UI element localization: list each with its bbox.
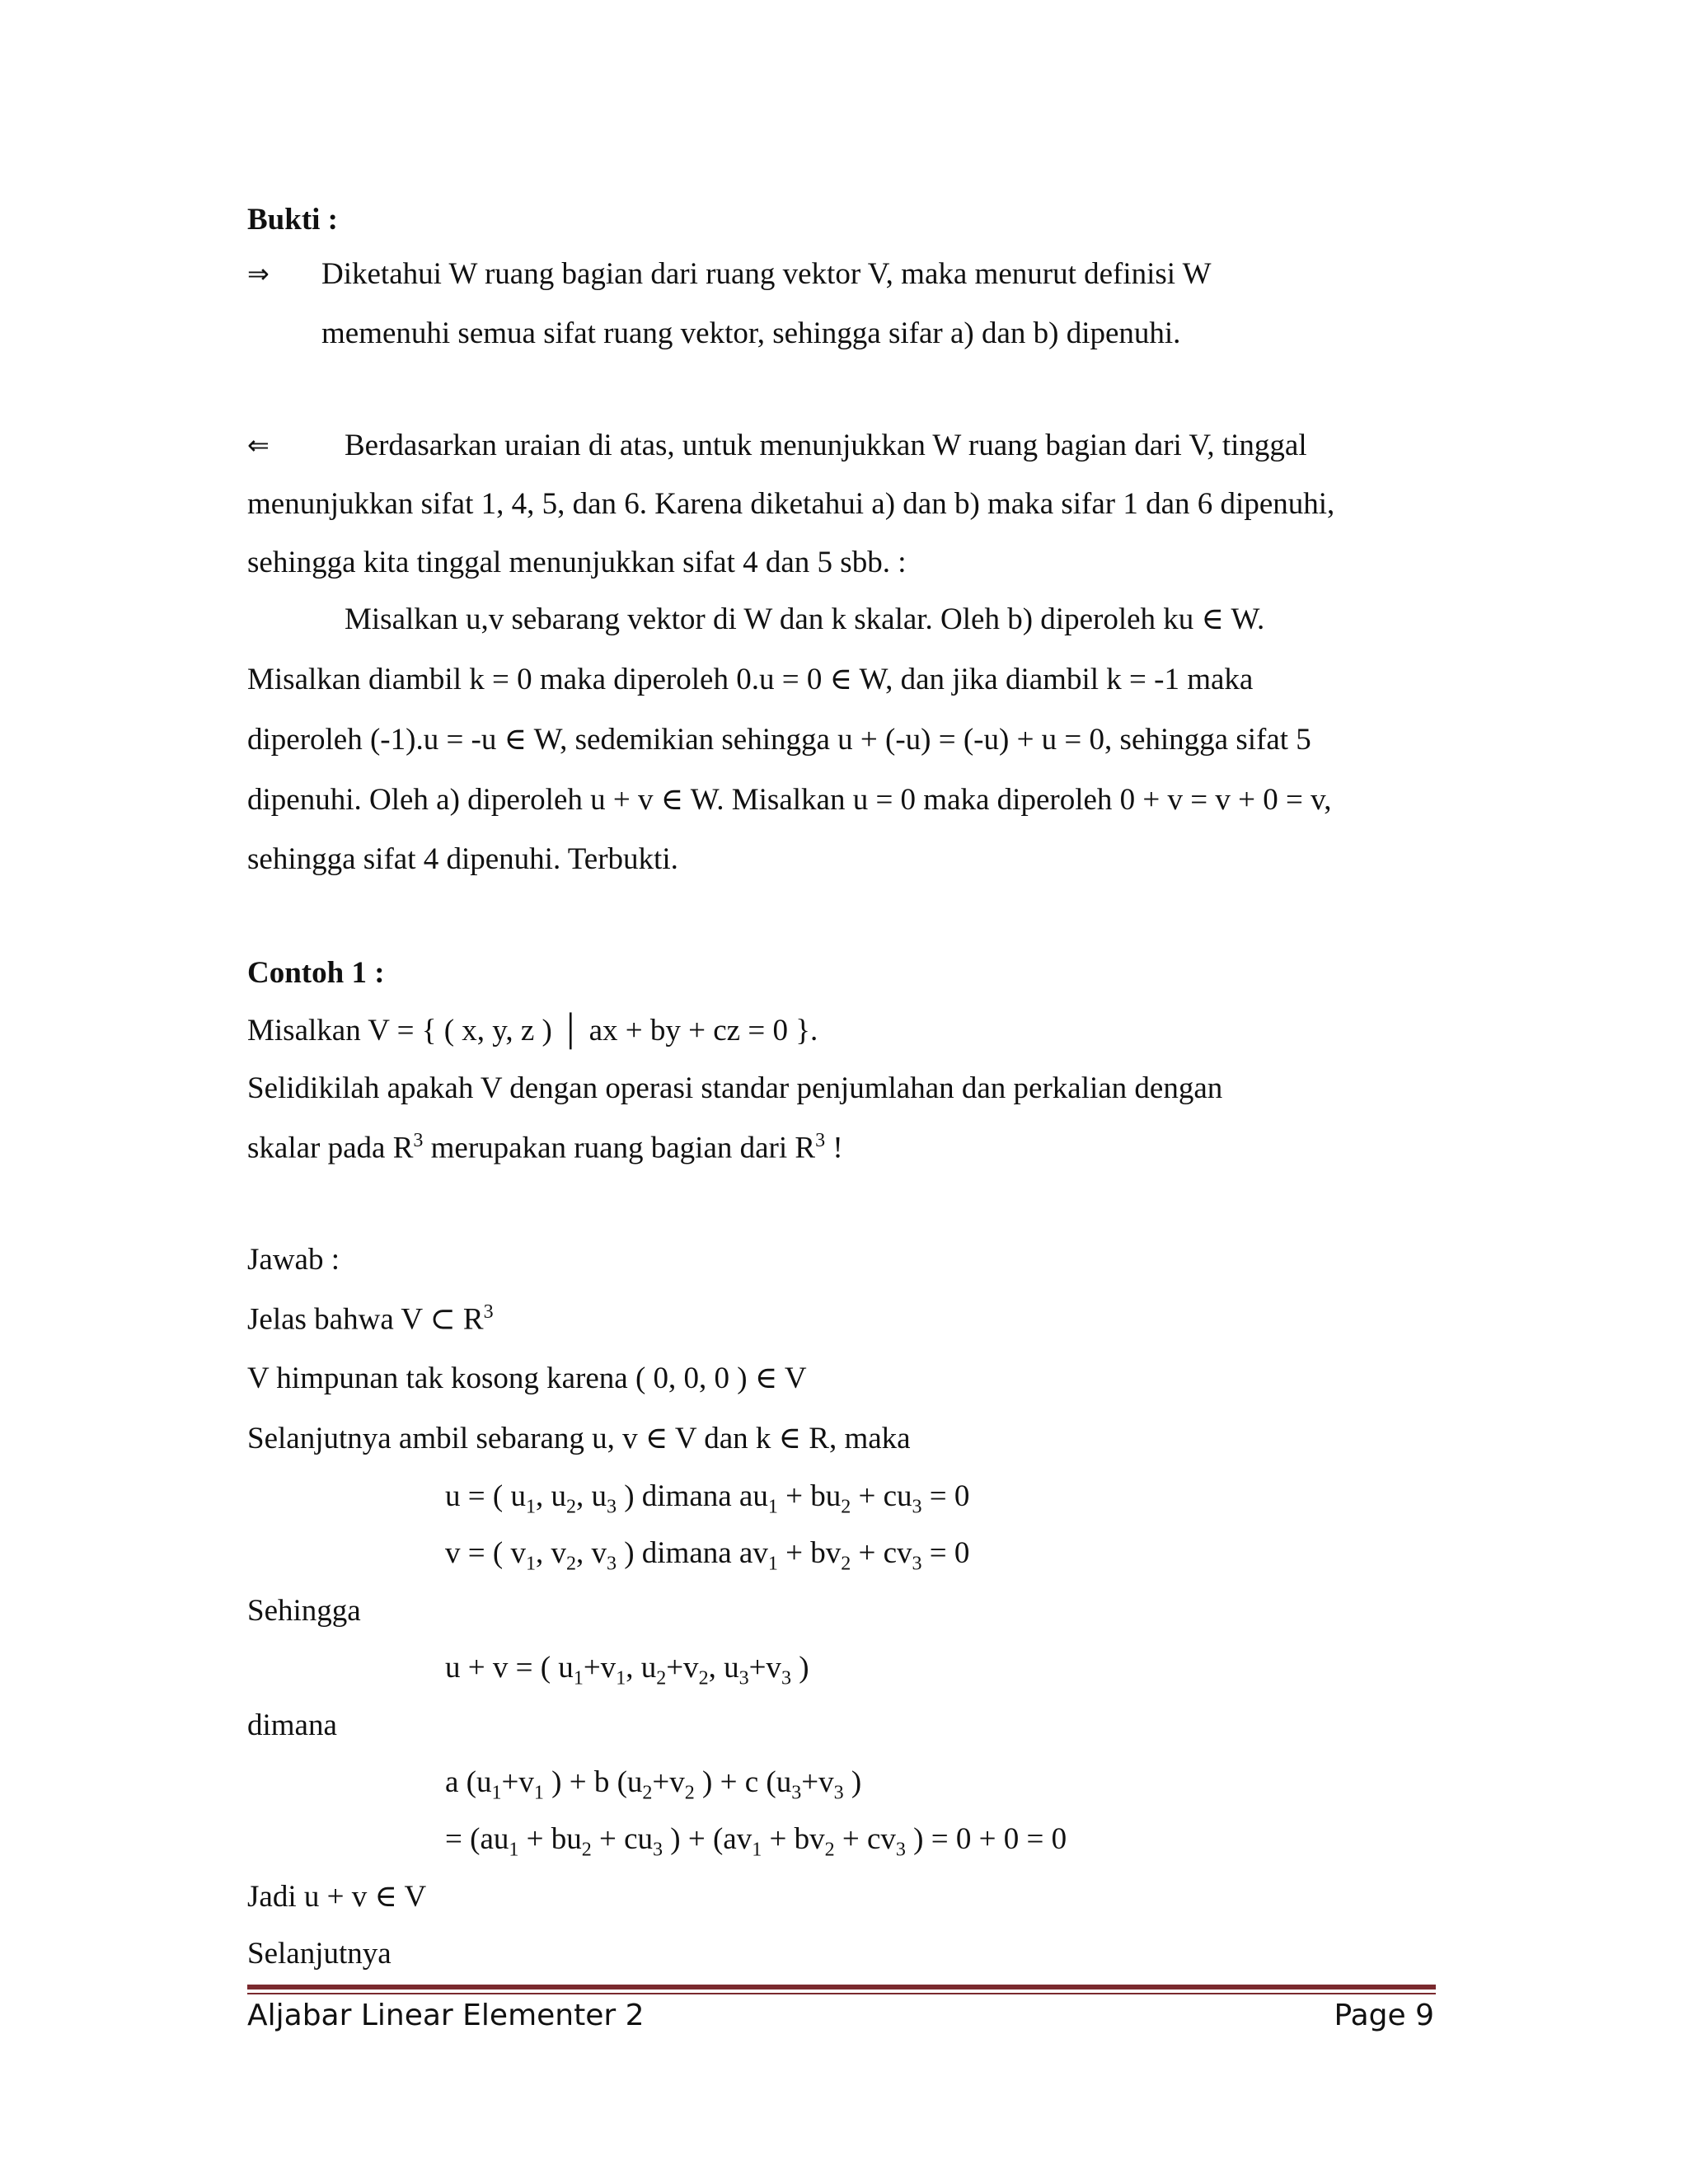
proof-paragraph-line: dipenuhi. Oleh a) diperoleh u + v ∈ W. Misalkan u = 0 maka diperoleh 0 + v = v + 0 = v, xyxy=(247,783,1332,817)
backward-proof-line: Berdasarkan uraian di atas, untuk menunjukkan W ruang bagian dari V, tinggal xyxy=(345,429,1307,462)
u-definition: u = ( $u_1$, $u_2$, $u_3$ ) dimana $au_1 + bu_2 + cu_3 = 0$ xyxy=(445,1479,970,1518)
answer-line: Jelas bahwa V ⊂ $R^3$ xyxy=(247,1301,494,1337)
footer-book-title: Aljabar Linear Elementer 2 xyxy=(247,1999,645,2032)
example-set-definition: Misalkan V = { ( x, y, z ) │ ax + by + cz = 0 }. xyxy=(247,1014,818,1047)
implied-by-arrow-icon: ⇐ xyxy=(247,429,270,461)
footer-divider xyxy=(247,1993,1436,1994)
answer-line: Sehingga xyxy=(247,1594,361,1628)
example-question-line: skalar pada $R^3$ merupakan ruang bagian dari $R^3$ ! xyxy=(247,1130,843,1165)
answer-line: dimana xyxy=(247,1708,337,1742)
equation-line: a ($u_1+v_1$ ) + b ($u_2+v_2$ ) + c ($u_3+v_3$ ) xyxy=(445,1765,862,1804)
answer-heading: Jawab : xyxy=(247,1243,340,1277)
answer-line: V himpunan tak kosong karena ( 0, 0, 0 ) ∈ V xyxy=(247,1361,807,1395)
implies-arrow-icon: ⇒ xyxy=(247,258,270,289)
proof-paragraph-line: Misalkan u,v sebarang vektor di W dan k skalar. Oleh b) diperoleh ku ∈ W. xyxy=(345,602,1265,636)
forward-proof-line: Diketahui W ruang bagian dari ruang vektor V, maka menurut definisi W xyxy=(321,257,1212,291)
answer-line: Jadi u + v ∈ V xyxy=(247,1880,427,1914)
proof-paragraph-line: sehingga sifat 4 dipenuhi. Terbukti. xyxy=(247,842,678,876)
answer-line: Selanjutnya ambil sebarang u, v ∈ V dan k ∈ R, maka xyxy=(247,1422,911,1455)
sum-vector: u + v = ( $u_1+v_1$, $u_2+v_2$, $u_3+v_3$ ) xyxy=(445,1651,809,1690)
answer-line: Selanjutnya xyxy=(247,1937,392,1971)
example-question-line: Selidikilah apakah V dengan operasi standar penjumlahan dan perkalian dengan xyxy=(247,1071,1223,1105)
bukti-heading: Bukti : xyxy=(247,203,339,237)
example-heading: Contoh 1 : xyxy=(247,956,385,990)
forward-proof-line: memenuhi semua sifat ruang vektor, sehingga sifar a) dan b) dipenuhi. xyxy=(321,316,1181,350)
equation-line: = ($au_1 + bu_2 + cu_3$ ) + ($av_1 + bv_2 + cv_3$ ) = 0 + 0 = 0 xyxy=(445,1822,1067,1861)
proof-paragraph-line: diperoleh (-1).u = -u ∈ W, sedemikian sehingga u + (-u) = (-u) + u = 0, sehingga sifat 5 xyxy=(247,723,1311,757)
footer-divider xyxy=(247,1985,1436,1990)
proof-paragraph-line: Misalkan diambil k = 0 maka diperoleh 0.u = 0 ∈ W, dan jika diambil k = -1 maka xyxy=(247,663,1254,696)
backward-proof-line: menunjukkan sifat 1, 4, 5, dan 6. Karena diketahui a) dan b) maka sifar 1 dan 6 dipenuhi, xyxy=(247,487,1335,521)
footer-page-number: Page 9 xyxy=(1334,1999,1434,2032)
backward-proof-line: sehingga kita tinggal menunjukkan sifat 4 dan 5 sbb. : xyxy=(247,546,907,579)
v-definition: v = ( $v_1$, $v_2$, $v_3$ ) dimana $av_1 + bv_2 + cv_3 = 0$ xyxy=(445,1536,970,1575)
